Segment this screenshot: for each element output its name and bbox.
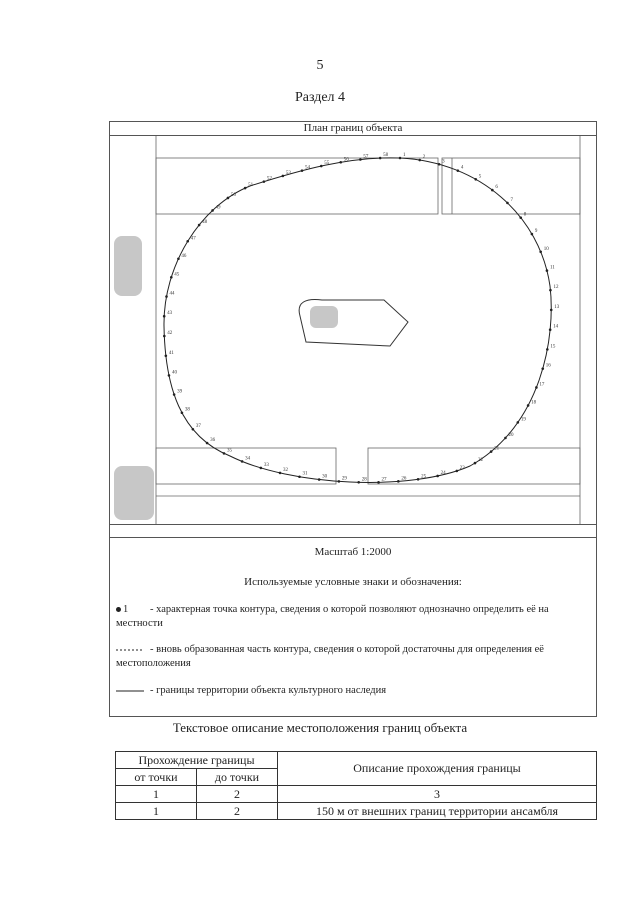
- boundary-point-label: 46: [181, 253, 187, 259]
- legend-item-text: - вновь образованная часть контура, сведения о которой достаточны для определения её местоположения: [116, 644, 544, 669]
- boundary-point: [549, 289, 552, 292]
- legend-item-new-contour: [116, 643, 594, 671]
- boundary-point: [549, 328, 552, 331]
- boundary-point: [550, 309, 553, 312]
- boundary-point: [241, 460, 244, 463]
- boundary-point-label: 26: [401, 476, 407, 482]
- boundary-point: [163, 335, 166, 338]
- boundary-point: [417, 478, 420, 481]
- boundary-point: [457, 169, 460, 172]
- table-row: [116, 803, 597, 820]
- row-desc: 150 м от внешних границ территории ансамбля: [278, 803, 597, 820]
- boundary-point-label: 44: [169, 291, 175, 297]
- boundary-point-label: 34: [245, 456, 251, 462]
- boundary-point-label: 31: [302, 471, 308, 477]
- boundary-point: [198, 224, 201, 227]
- boundary-point: [397, 480, 400, 483]
- boundary-point: [539, 250, 542, 253]
- boundary-point: [436, 475, 439, 478]
- boundary-point-label: 29: [341, 476, 347, 482]
- boundary-point-label: 12: [553, 285, 559, 291]
- boundary-point-label: 14: [553, 324, 559, 330]
- boundary-point: [320, 165, 323, 168]
- legend-item-heritage-boundary: [116, 684, 594, 698]
- boundary-point-label: 25: [421, 474, 427, 480]
- desc-header: Описание прохождения границы: [278, 752, 597, 786]
- boundary-point: [227, 197, 230, 200]
- boundary-point: [506, 202, 509, 205]
- col-number: 3: [278, 786, 597, 803]
- boundary-point: [379, 157, 382, 160]
- boundary-point-label: 36: [210, 438, 216, 444]
- boundary-point-label: 10: [543, 246, 549, 252]
- boundary-point: [260, 467, 263, 470]
- boundary-point: [206, 442, 209, 445]
- boundary-point-label: 47: [190, 236, 196, 242]
- boundary-point: [339, 161, 342, 164]
- legend-item-text: - границы территории объекта культурного наследия: [150, 685, 387, 696]
- boundary-point-label: 13: [554, 304, 560, 310]
- boundary-point-label: 9: [534, 229, 538, 235]
- section-title: Раздел 4: [294, 90, 346, 105]
- legend-title: Используемые условные знаки и обозначения:: [244, 576, 462, 588]
- boundary-point-label: 20: [508, 432, 514, 438]
- boundary-point-label: 11: [549, 265, 555, 271]
- boundary-point-label: 8: [523, 212, 527, 218]
- dashed-line-icon: [116, 643, 150, 657]
- street-blocks: [156, 136, 580, 524]
- boundary-point-label: 6: [495, 185, 498, 191]
- boundary-plan-map: [110, 136, 596, 524]
- boundary-point: [244, 187, 247, 190]
- boundary-point-label: 3: [442, 159, 445, 165]
- scale-label: Масштаб 1:2000: [314, 546, 392, 558]
- boundary-point: [541, 367, 544, 370]
- boundary-point-label: 27: [381, 477, 387, 483]
- boundary-point-label: 43: [167, 311, 173, 317]
- boundary-point: [546, 269, 549, 272]
- row-from: 1: [116, 803, 197, 820]
- boundary-point: [377, 481, 380, 484]
- boundary-point: [490, 450, 493, 453]
- header-group: Прохождение границы: [116, 752, 278, 769]
- boundary-point-label: 56: [343, 157, 349, 163]
- boundary-point-label: 39: [177, 389, 183, 395]
- boundary-point-label: 15: [550, 344, 556, 350]
- boundary-point: [168, 374, 171, 377]
- boundary-point-label: 52: [266, 176, 272, 182]
- boundary-point: [357, 481, 360, 484]
- boundary-point-label: 1: [403, 153, 406, 158]
- boundary-point-label: 42: [167, 331, 173, 337]
- boundary-point: [474, 178, 477, 181]
- boundary-point: [418, 159, 421, 162]
- boundary-point: [531, 233, 534, 236]
- boundary-table: [115, 751, 597, 820]
- boundary-point-label: 19: [520, 417, 526, 423]
- solid-line-icon: [116, 684, 150, 698]
- boundary-point: [177, 257, 180, 260]
- legend-item-point: [116, 603, 594, 631]
- boundary-point: [181, 411, 184, 414]
- boundary-point: [504, 437, 507, 440]
- boundary-point: [456, 470, 459, 473]
- boundary-point-label: 7: [510, 197, 513, 203]
- boundary-point: [170, 276, 173, 279]
- boundary-point-label: 33: [263, 462, 269, 468]
- boundary-point: [399, 157, 402, 160]
- boundary-point-label: 38: [184, 407, 190, 413]
- row-to: 2: [197, 803, 278, 820]
- boundary-point-label: 23: [459, 465, 465, 471]
- boundary-point: [263, 180, 266, 183]
- boundary-point-label: 45: [174, 272, 180, 278]
- boundary-point: [318, 478, 321, 481]
- boundary-point: [527, 404, 530, 407]
- boundary-point: [165, 354, 168, 357]
- boundary-point-label: 5: [478, 174, 482, 180]
- point-dot-icon: [116, 607, 121, 612]
- object-boundary-contour: [164, 158, 551, 483]
- from-header: от точки: [116, 769, 197, 786]
- boundary-point: [359, 158, 362, 161]
- boundary-point: [474, 462, 477, 465]
- boundary-point: [173, 393, 176, 396]
- text-description-title: Текстовое описание местоположения границ объекта: [172, 720, 468, 735]
- boundary-point-label: 18: [531, 400, 537, 406]
- boundary-point-label: 28: [361, 477, 367, 483]
- boundary-point: [163, 315, 166, 318]
- boundary-point: [338, 480, 341, 483]
- legend-item-text: - характерная точка контура, сведения о которой позволяют однозначно определить её на местности: [116, 604, 549, 629]
- boundary-point-label: 58: [383, 153, 389, 159]
- col-number: 2: [197, 786, 278, 803]
- boundary-point-label: 54: [304, 165, 310, 171]
- boundary-point: [192, 428, 195, 431]
- boundary-point: [301, 169, 304, 172]
- boundary-point: [491, 189, 494, 192]
- boundary-point: [279, 472, 282, 475]
- plan-divider: [109, 524, 597, 538]
- boundary-point-label: 57: [363, 154, 369, 160]
- boundary-point-label: 40: [171, 370, 177, 376]
- col-number: 1: [116, 786, 197, 803]
- to-header: до точки: [197, 769, 278, 786]
- boundary-point-label: 30: [322, 474, 328, 480]
- boundary-point: [211, 209, 214, 212]
- boundary-point-label: 4: [460, 165, 464, 171]
- boundary-points: [163, 153, 560, 484]
- boundary-point-label: 49: [215, 205, 221, 211]
- boundary-point-label: 50: [230, 192, 236, 198]
- boundary-point: [517, 421, 520, 424]
- boundary-point-label: 37: [195, 424, 201, 430]
- boundary-point: [223, 452, 226, 455]
- boundary-point: [438, 163, 441, 166]
- boundary-point: [298, 475, 301, 478]
- boundary-point: [535, 386, 538, 389]
- boundary-point-label: 51: [248, 183, 254, 189]
- boundary-point-label: 24: [440, 470, 446, 476]
- boundary-point-label: 55: [324, 161, 330, 167]
- boundary-point: [546, 348, 549, 351]
- boundary-point-label: 48: [202, 220, 208, 226]
- boundary-point-label: 32: [283, 467, 289, 473]
- boundary-point-label: 53: [285, 170, 291, 176]
- boundary-point: [519, 216, 522, 219]
- boundary-point: [165, 295, 168, 298]
- boundary-point-label: 35: [226, 448, 232, 454]
- boundary-point-label: 17: [539, 382, 545, 388]
- plan-title: План границ объекта: [109, 121, 597, 136]
- legend-point-symbol: 1: [116, 603, 150, 617]
- boundary-point-label: 22: [477, 458, 483, 464]
- boundary-point-label: 21: [494, 446, 500, 452]
- page-number: 5: [316, 58, 324, 73]
- boundary-point: [186, 240, 189, 243]
- boundary-point-label: 2: [422, 155, 426, 161]
- boundary-point-label: 16: [545, 363, 551, 369]
- boundary-point: [282, 175, 285, 178]
- boundary-point-label: 41: [168, 350, 174, 356]
